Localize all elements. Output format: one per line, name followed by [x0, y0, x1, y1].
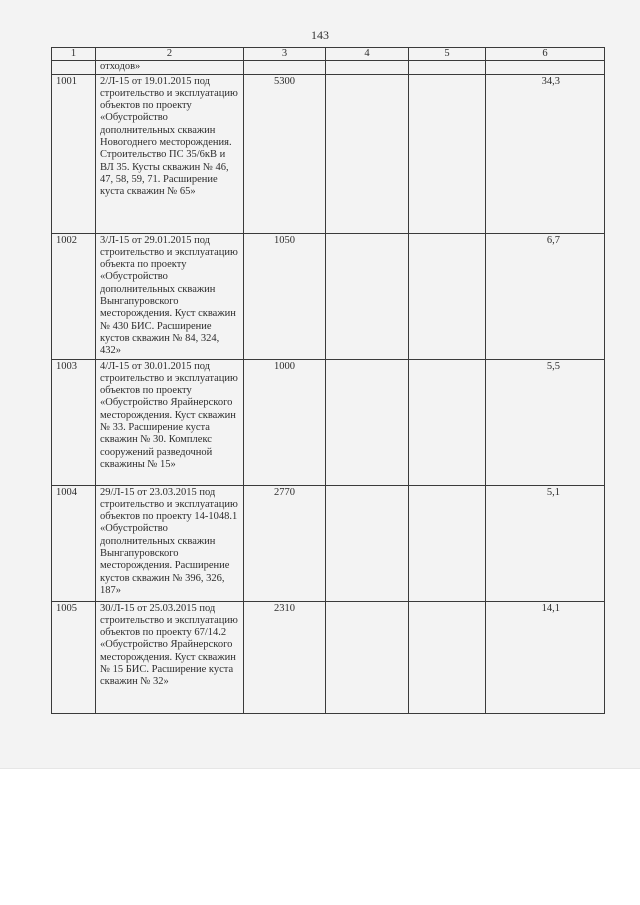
table-row — [52, 601, 605, 713]
row-column-6: 14,1 — [486, 601, 605, 713]
row-column-4 — [326, 74, 409, 233]
row-column-5 — [409, 233, 486, 359]
table-header-row — [52, 48, 605, 61]
column-header: 2 — [96, 48, 244, 61]
row-number: 1001 — [52, 74, 96, 233]
continuation-text: отходов» — [96, 61, 244, 74]
column-header: 3 — [244, 48, 326, 61]
row-description: 30/Л-15 от 25.03.2015 под строительство и эксплуатацию объектов по проекту 67/14.2 «Обустройство Ярайнерского месторождения. Куст скважин № 15 БИС. Расширение куста скважин № 32» — [96, 601, 244, 713]
row-column-3: 1050 — [244, 233, 326, 359]
row-column-3: 1000 — [244, 359, 326, 485]
row-number: 1003 — [52, 359, 96, 485]
row-column-5 — [409, 601, 486, 713]
row-column-5 — [409, 359, 486, 485]
column-header: 4 — [326, 48, 409, 61]
land-lease-table — [51, 47, 605, 714]
row-description: 2/Л-15 от 19.01.2015 под строительство и эксплуатацию объектов по проекту «Обустройство дополнительных скважин Новогоднего месторождения. Строительство ПС 35/6кВ и ВЛ 35. Кусты скважин № 46, 47, 58, 59, 71. Расширение куста скважин № 65» — [96, 74, 244, 233]
row-column-6: 34,3 — [486, 74, 605, 233]
page-number: 143 — [311, 28, 329, 42]
column-header: 6 — [486, 48, 605, 61]
row-column-4 — [326, 359, 409, 485]
row-column-6: 5,1 — [486, 485, 605, 601]
table-row — [52, 74, 605, 233]
row-column-5 — [409, 485, 486, 601]
row-description: 3/Л-15 от 29.01.2015 под строительство и эксплуатацию объекта по проекту «Обустройство дополнительных скважин Вынгапуровского месторождения. Куст скважин № 430 БИС. Расширение кустов скважин № 84, 324, 432» — [96, 233, 244, 359]
row-column-5 — [409, 74, 486, 233]
row-column-4 — [326, 485, 409, 601]
row-column-3: 5300 — [244, 74, 326, 233]
row-column-3: 2770 — [244, 485, 326, 601]
row-description: 29/Л-15 от 23.03.2015 под строительство и эксплуатацию объектов по проекту 14-1048.1 «Обустройство дополнительных скважин Вынгапуровского месторождения. Расширение кустов скважин № 396, 326, 187» — [96, 485, 244, 601]
row-column-6: 6,7 — [486, 233, 605, 359]
table-row — [52, 485, 605, 601]
row-column-6: 5,5 — [486, 359, 605, 485]
continuation-row — [52, 61, 605, 74]
table-row — [52, 233, 605, 359]
row-description: 4/Л-15 от 30.01.2015 под строительство и эксплуатацию объектов по проекту «Обустройство Ярайнерского месторождения. Куст скважин № 33. Расширение куста скважин № 30. Комплекс сооружений разведочной скважины № 15» — [96, 359, 244, 485]
column-header: 5 — [409, 48, 486, 61]
row-number: 1005 — [52, 601, 96, 713]
column-header: 1 — [52, 48, 96, 61]
row-number: 1004 — [52, 485, 96, 601]
table-row — [52, 359, 605, 485]
row-column-3: 2310 — [244, 601, 326, 713]
row-number: 1002 — [52, 233, 96, 359]
row-column-4 — [326, 601, 409, 713]
row-column-4 — [326, 233, 409, 359]
